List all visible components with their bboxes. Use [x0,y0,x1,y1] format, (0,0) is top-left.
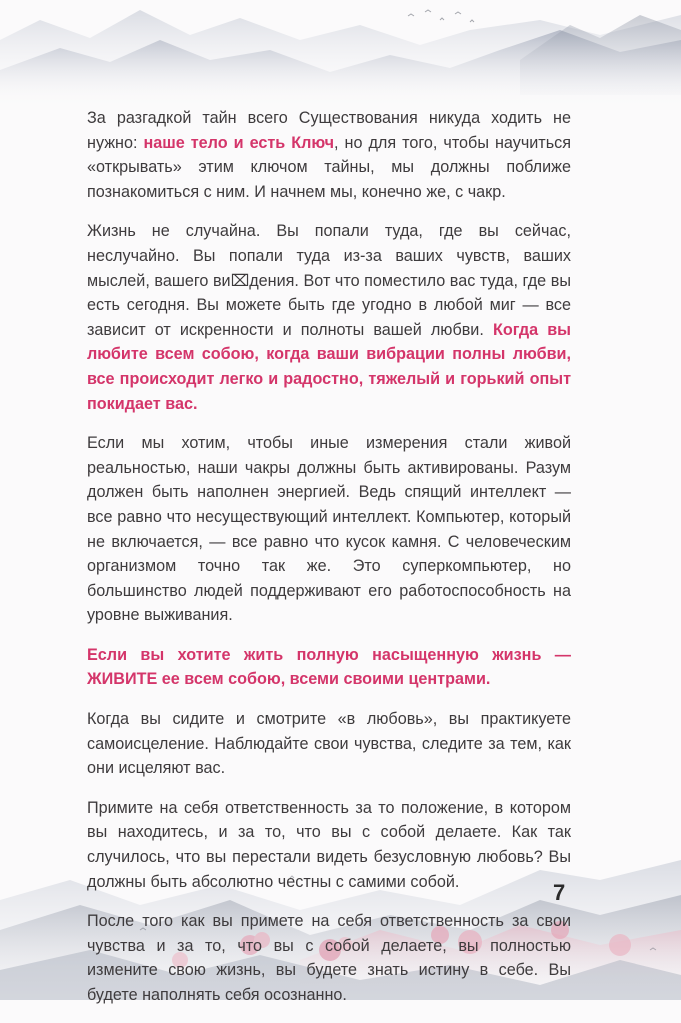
paragraph [87,106,571,204]
text-run: Когда вы сидите и смотрите «в любовь», вы практикуете самоисцеление. Наблюдайте свои чувства, следите за тем, как они исцеляют вас. [87,710,571,778]
body-text [87,106,571,1023]
paragraph [87,796,571,894]
birds-icon [408,10,474,22]
paragraph [87,431,571,628]
paragraph [87,643,571,692]
paragraph [87,707,571,781]
text-run: Примите на себя ответственность за то положение, в котором вы находитесь, и за то, что вы с собой делаете. Как так случилось, что вы перестали видеть безусловную любовь? Вы должны быть абсолютно честны с самими собой. [87,798,571,891]
highlighted-text: наше тело и есть Ключ [143,133,335,152]
text-run: Если мы хотим, чтобы иные измерения стали живой реальностью, наши чакры должны быть активированы. Разум должен быть наполнен энергией. Ведь спящий интеллект — все равно что несуществующий интеллект. Компьютер, который не включается, — все равно что кусок камня. С человеческим организмом точно так же. Это суперкомпьютер, но большинство людей поддерживают его работоспособность на уровне выживания. [87,434,571,625]
page-number: 7 [553,880,566,905]
text-run: После того как вы примете на себя ответственность за свои чувства и за то, что вы с собой делаете, вы полностью измените свою жизнь, вы будете знать истину в себе. Вы будете наполнять себя осознанно. [87,912,571,1004]
text-run: , но для того, чтобы научиться «открывать» этим ключом тайны, мы должны поближе познакомиться с ним. И начнем мы, конечно же, с чакр. [87,133,572,201]
text-run: Жизнь не случайна. Вы попали туда, где вы сейчас, неслучайно. Вы попали туда из-за ваших чувств, ваших мыслей, вашего ви⌧дения. Вот что поместило вас туда, где вы есть сегодня. Вы можете быть где угодно в любой миг — все зависит от искренности и полноты вашей любви. [87,222,571,339]
text-run: За разгадкой тайн всего Существования никуда ходить не нужно: [87,109,571,152]
paragraph [87,219,571,416]
highlighted-text: Когда вы любите всем собою, когда ваши вибрации полны любви, все происходит легко и радостно, тяжелый и горький опыт покидает вас. [87,320,571,413]
highlighted-text: Если вы хотите жить полную насыщенную жизнь — ЖИВИТЕ ее всем собою, всеми своими центрами. [87,645,571,689]
paragraph [87,909,571,1007]
